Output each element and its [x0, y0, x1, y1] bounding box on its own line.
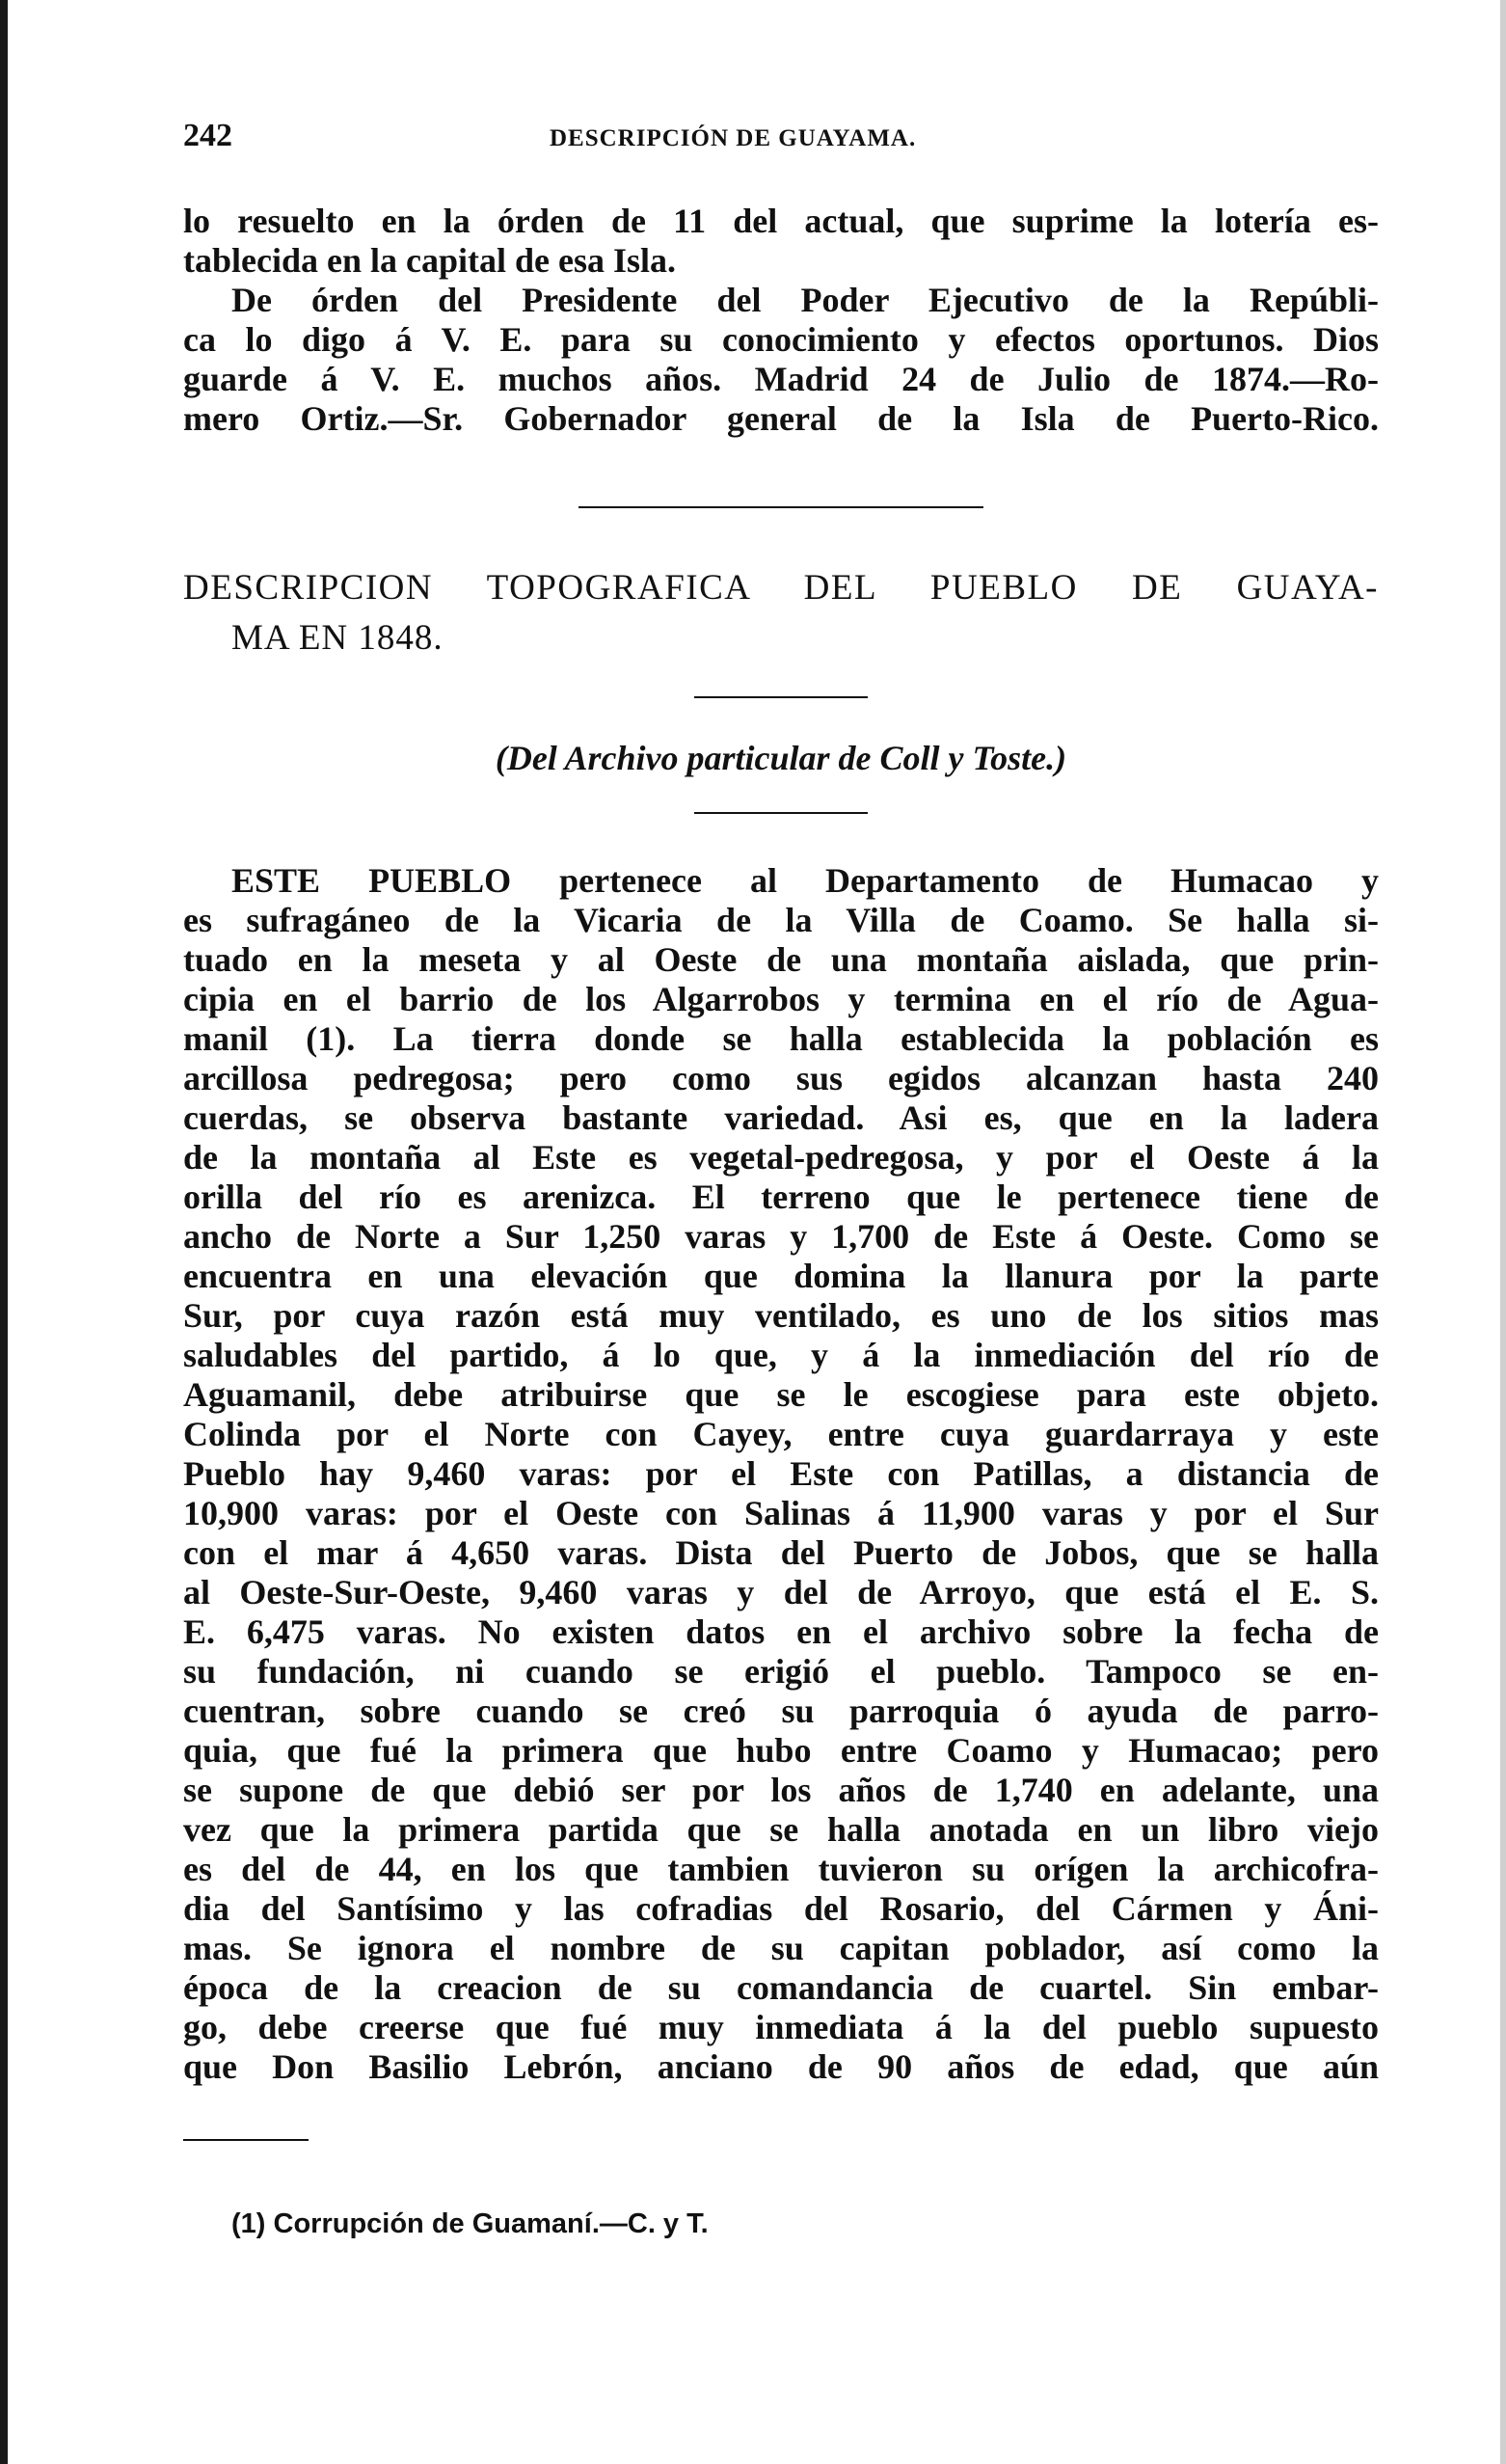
text-line: arcillosa pedregosa; pero como sus egidos alcanzan hasta 240 [183, 1059, 1379, 1097]
text-line: que Don Basilio Lebrón, anciano de 90 años de edad, que aún [183, 2047, 1379, 2086]
text-line: orilla del río es arenizca. El terreno que le pertenece tiene de [183, 1178, 1379, 1216]
text-line: De órden del Presidente del Poder Ejecutivo de la Repúbli- [231, 281, 1379, 319]
section-heading-line1: DESCRIPCION TOPOGRAFICA DEL PUEBLO DE GUAYA- [183, 568, 1379, 608]
footnote: (1) Corrupción de Guamaní.—C. y T. [231, 2208, 709, 2239]
footnote-rule [183, 2139, 309, 2141]
text-line: de la montaña al Este es vegetal-pedregosa, y por el Oeste á la [183, 1138, 1379, 1177]
text-line: tablecida en la capital de esa Isla. [183, 241, 676, 280]
text-line: Aguamanil, debe atribuirse que se le escogiese para este objeto. [183, 1375, 1379, 1414]
text-line: lo resuelto en la órden de 11 del actual, que suprime la lotería es- [183, 202, 1379, 240]
text-line: vez que la primera partida que se halla anotada en un libro viejo [183, 1810, 1379, 1849]
page-header [183, 118, 1379, 156]
text-line: con el mar á 4,650 varas. Dista del Puerto de Jobos, que se halla [183, 1533, 1379, 1572]
text-line: es sufragáneo de la Vicaria de la Villa de Coamo. Se halla si- [183, 901, 1379, 939]
scan-left-edge [0, 0, 8, 2464]
text-line: ca lo digo á V. E. para su conocimiento y efectos oportunos. Dios [183, 320, 1379, 359]
text-line: Sur, por cuya razón está muy ventilado, es uno de los sitios mas [183, 1296, 1379, 1335]
text-line: Colinda por el Norte con Cayey, entre cuya guardarraya y este [183, 1415, 1379, 1453]
text-line: E. 6,475 varas. No existen datos en el archivo sobre la fecha de [183, 1612, 1379, 1651]
text-line: manil (1). La tierra donde se halla establecida la población es [183, 1019, 1379, 1058]
section-heading-line2: MA EN 1848. [231, 618, 444, 658]
source-rule [694, 812, 868, 814]
text-line: cuentran, sobre cuando se creó su parroquia ó ayuda de parro- [183, 1692, 1379, 1730]
text-line: época de la creacion de su comandancia de cuartel. Sin embar- [183, 1968, 1379, 2007]
text-line: guarde á V. E. muchos años. Madrid 24 de Julio de 1874.—Ro- [183, 360, 1379, 398]
running-title: DESCRIPCIÓN DE GUAYAMA. [550, 125, 917, 151]
text-line: dia del Santísimo y las cofradias del Rosario, del Cármen y Áni- [183, 1889, 1379, 1928]
text-line: su fundación, ni cuando se erigió el pueblo. Tampoco se en- [183, 1652, 1379, 1691]
text-line: go, debe creerse que fué muy inmediata á la del pueblo supuesto [183, 2008, 1379, 2046]
page-number: 242 [183, 118, 232, 153]
text-line: se supone de que debió ser por los años de 1,740 en adelante, una [183, 1771, 1379, 1809]
text-line: Pueblo hay 9,460 varas: por el Este con Patillas, a distancia de [183, 1454, 1379, 1493]
text-line: es del de 44, en los que tambien tuvieron su orígen la archicofra- [183, 1850, 1379, 1888]
text-line: saludables del partido, á lo que, y á la inmediación del río de [183, 1336, 1379, 1374]
text-line: quia, que fué la primera que hubo entre Coamo y Humacao; pero [183, 1731, 1379, 1770]
text-line: al Oeste-Sur-Oeste, 9,460 varas y del de Arroyo, que está el E. S. [183, 1573, 1379, 1611]
text-line: tuado en la meseta y al Oeste de una montaña aislada, que prin- [183, 940, 1379, 979]
source-note: (Del Archivo particular de Coll y Toste.) [495, 739, 1067, 777]
text-line: mero Ortiz.—Sr. Gobernador general de la Isla de Puerto-Rico. [183, 399, 1379, 438]
heading-rule [694, 696, 868, 698]
text-line: mas. Se ignora el nombre de su capitan poblador, así como la [183, 1929, 1379, 1967]
text-line: cipia en el barrio de los Algarrobos y termina en el río de Agua- [183, 980, 1379, 1018]
text-line: encuentra en una elevación que domina la llanura por la parte [183, 1257, 1379, 1295]
section-divider [578, 506, 983, 508]
scan-right-edge [1500, 0, 1506, 2464]
text-line: 10,900 varas: por el Oeste con Salinas á 11,900 varas y por el Sur [183, 1494, 1379, 1532]
text-line: cuerdas, se observa bastante variedad. Asi es, que en la ladera [183, 1098, 1379, 1137]
text-line: ancho de Norte a Sur 1,250 varas y 1,700 de Este á Oeste. Como se [183, 1217, 1379, 1256]
text-line: ESTE PUEBLO pertenece al Departamento de Humacao y [231, 861, 1379, 900]
